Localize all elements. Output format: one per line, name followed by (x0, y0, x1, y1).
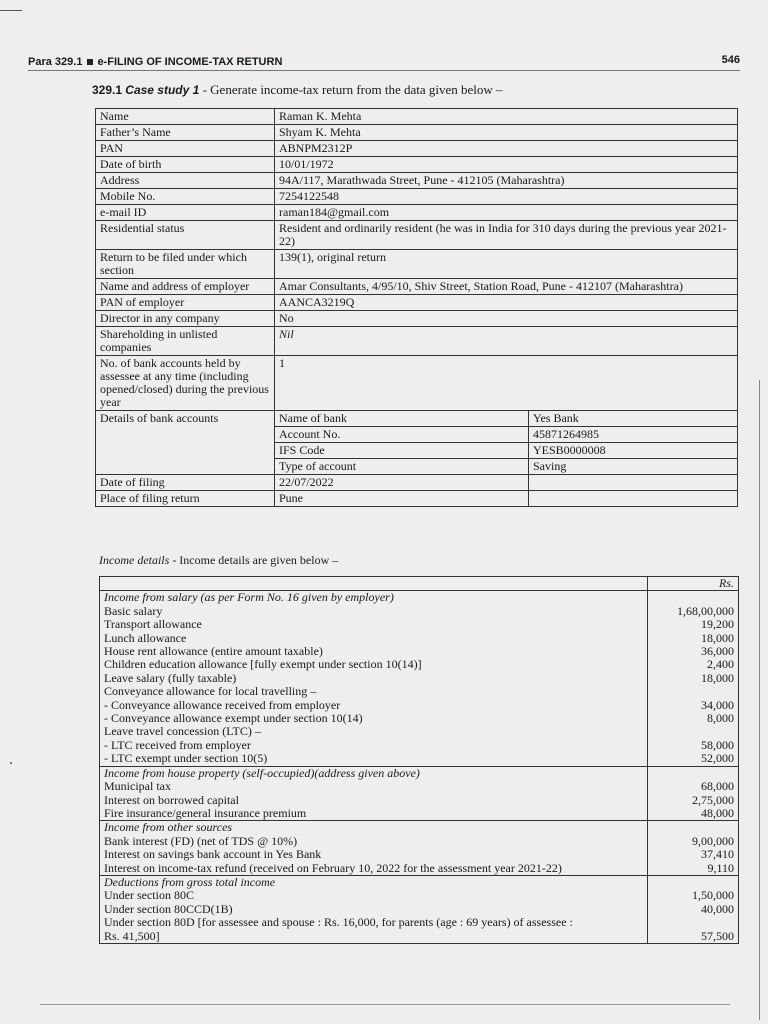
income-item-amount (652, 591, 734, 604)
income-item-label: - LTC received from employer (104, 737, 251, 752)
bank-field-label: Name of bank (275, 411, 529, 427)
income-section-heading: Income from house property (self-occupied)(address given above) (104, 765, 420, 780)
income-item-amount: 2,75,000 (692, 792, 734, 807)
blank-header-cell (100, 577, 648, 591)
bottom-rule (40, 1004, 730, 1005)
detail-key: e-mail ID (96, 205, 275, 221)
detail-row (96, 141, 738, 157)
income-section-amounts (648, 591, 739, 766)
income-item-label: - Conveyance allowance exempt under section 10(14) (104, 711, 363, 726)
filing-row (96, 491, 738, 507)
currency-header-row (100, 577, 739, 591)
income-item-label: Conveyance allowance for local travelling – (104, 684, 317, 699)
bank-row (275, 427, 737, 443)
income-item-amount: 18,000 (701, 630, 734, 645)
detail-key: Father’s Name (96, 125, 275, 141)
header-left (28, 56, 282, 68)
margin-mark (0, 10, 22, 11)
filing-row (96, 475, 738, 491)
detail-row (96, 327, 738, 356)
income-item-label: Under section 80C (104, 888, 194, 903)
income-section-desc (100, 591, 648, 766)
bank-row (275, 411, 737, 427)
income-item-amount: 68,000 (701, 779, 734, 794)
bank-details-key: Details of bank accounts (96, 411, 275, 475)
filing-inner (275, 475, 737, 490)
detail-key: Return to be filed under which section (96, 250, 275, 279)
income-section-desc (100, 766, 648, 821)
detail-row (96, 189, 738, 205)
income-item-amount (652, 876, 734, 889)
bank-field-value: Yes Bank (529, 411, 738, 427)
detail-row (96, 125, 738, 141)
filing-value: Pune (275, 491, 529, 506)
income-section-desc (100, 875, 648, 943)
detail-value: 94A/117, Marathwada Street, Pune - 412105 (Maharashtra) (275, 173, 738, 189)
income-section-row (100, 875, 739, 943)
income-item-amount (652, 916, 734, 929)
income-item-label: Under section 80CCD(1B) (104, 901, 233, 916)
income-item-amount: 9,00,000 (692, 833, 734, 848)
income-item-amount: 8,000 (707, 711, 734, 726)
income-item-label: Rs. 41,500] (104, 928, 160, 943)
income-section-heading: Deductions from gross total income (104, 874, 276, 889)
detail-key: Shareholding in unlisted companies (96, 327, 275, 356)
filing-cell (275, 475, 738, 491)
detail-key: Residential status (96, 221, 275, 250)
case-label: Case study 1 (125, 83, 200, 97)
detail-row (96, 173, 738, 189)
income-item-label: Leave salary (fully taxable) (104, 670, 237, 685)
income-item-label: Under section 80D [for assessee and spouse : Rs. 16,000, for parents (age : 69 years) of assessee : (104, 915, 573, 930)
filing-cell (275, 491, 738, 507)
income-item-amount: 57,500 (701, 928, 734, 943)
scan-speck (10, 762, 12, 764)
detail-value: Raman K. Mehta (275, 109, 738, 125)
detail-row (96, 157, 738, 173)
income-item-amount: 19,200 (701, 617, 734, 632)
detail-row (96, 221, 738, 250)
income-section-amounts (648, 821, 739, 876)
income-item-amount: 37,410 (701, 847, 734, 862)
detail-row (96, 279, 738, 295)
income-details-table (99, 576, 739, 944)
square-bullet-icon (87, 59, 93, 65)
income-item-amount: 1,68,00,000 (677, 603, 734, 618)
income-item-amount (652, 767, 734, 780)
detail-value: ABNPM2312P (275, 141, 738, 157)
detail-value: 1 (275, 356, 738, 411)
filing-key: Place of filing return (96, 491, 275, 507)
income-caption-label: Income details (99, 553, 170, 567)
income-item-label: Leave travel concession (LTC) – (104, 724, 261, 739)
income-item-amount (652, 821, 734, 834)
bank-field-label: Type of account (275, 459, 529, 475)
bank-field-label: Account No. (275, 427, 529, 443)
income-item-label: House rent allowance (entire amount taxable) (104, 644, 323, 659)
income-item-label: Municipal tax (104, 779, 171, 794)
bank-details-table (275, 411, 737, 474)
income-caption-text: - Income details are given below – (169, 553, 339, 567)
detail-key: Mobile No. (96, 189, 275, 205)
detail-row (96, 356, 738, 411)
detail-value: No (275, 311, 738, 327)
page-number: 546 (721, 54, 740, 66)
bank-field-value: YESB0000008 (529, 443, 738, 459)
income-item-label: Interest on income-tax refund (received on February 10, 2022 for the assessment year 2021-22) (104, 860, 562, 875)
detail-key: Date of birth (96, 157, 275, 173)
detail-value: 7254122548 (275, 189, 738, 205)
detail-value: raman184@gmail.com (275, 205, 738, 221)
filing-key: Date of filing (96, 475, 275, 491)
income-item-amount: 40,000 (701, 901, 734, 916)
page-edge (759, 380, 768, 1020)
filing-value: 22/07/2022 (275, 475, 529, 490)
detail-value: 10/01/1972 (275, 157, 738, 173)
income-item-amount: 36,000 (701, 644, 734, 659)
case-number: 329.1 (92, 83, 123, 97)
running-header (28, 50, 740, 70)
case-study-title (92, 82, 503, 98)
taxpayer-details-table (95, 108, 738, 507)
detail-row (96, 250, 738, 279)
detail-key: Address (96, 173, 275, 189)
bank-details-row (96, 411, 738, 475)
case-text: - Generate income-tax return from the data given below – (199, 82, 503, 97)
income-item-amount: 1,50,000 (692, 888, 734, 903)
detail-row (96, 205, 738, 221)
header-rule (28, 70, 740, 71)
filing-inner-row (275, 475, 737, 490)
income-caption (99, 553, 338, 568)
income-item-amount: 34,000 (701, 697, 734, 712)
detail-key: Name and address of employer (96, 279, 275, 295)
income-item-amount (652, 725, 734, 738)
income-item-amount: 9,110 (707, 860, 734, 875)
filing-inner (275, 491, 737, 506)
detail-key: Name (96, 109, 275, 125)
detail-value: Resident and ordinarily resident (he was in India for 310 days during the previous year 2021-22) (275, 221, 738, 250)
income-section-desc (100, 821, 648, 876)
income-item-label: - Conveyance allowance received from employer (104, 697, 341, 712)
income-section-amounts (648, 766, 739, 821)
income-item-amount: 58,000 (701, 737, 734, 752)
detail-key: No. of bank accounts held by assessee at any time (including opened/closed) during the previous year (96, 356, 275, 411)
detail-key: PAN of employer (96, 295, 275, 311)
income-item-amount: 52,000 (701, 751, 734, 766)
income-item-amount: 18,000 (701, 670, 734, 685)
income-section-row (100, 591, 739, 766)
income-item-label: Lunch allowance (104, 630, 187, 645)
income-item-label: - LTC exempt under section 10(5) (104, 751, 268, 766)
para-number: Para 329.1 (28, 56, 83, 68)
income-item-amount: 48,000 (701, 805, 734, 820)
bank-field-label: IFS Code (275, 443, 529, 459)
header-title: e-FILING OF INCOME-TAX RETURN (97, 56, 283, 68)
income-item-label: Basic salary (104, 603, 163, 618)
income-item-label: Bank interest (FD) (net of TDS @ 10%) (104, 833, 298, 848)
income-item-amount (652, 685, 734, 698)
bank-field-value: Saving (529, 459, 738, 475)
income-section-row (100, 821, 739, 876)
income-section-heading: Income from salary (as per Form No. 16 given by employer) (104, 590, 394, 605)
income-section-amounts (648, 875, 739, 943)
income-item-label: Interest on borrowed capital (104, 792, 239, 807)
detail-value: Nil (275, 327, 738, 356)
bank-row (275, 459, 737, 475)
detail-row (96, 311, 738, 327)
detail-value: AANCA3219Q (275, 295, 738, 311)
bank-details-cell (275, 411, 738, 475)
detail-value: 139(1), original return (275, 250, 738, 279)
detail-key: PAN (96, 141, 275, 157)
income-section-row (100, 766, 739, 821)
detail-row (96, 295, 738, 311)
filing-blank (529, 475, 738, 490)
currency-header: Rs. (648, 577, 739, 591)
filing-blank (529, 491, 738, 506)
filing-inner-row (275, 491, 737, 506)
income-item-label: Children education allowance [fully exempt under section 10(14)] (104, 657, 422, 672)
bank-row (275, 443, 737, 459)
income-item-label: Transport allowance (104, 617, 202, 632)
income-item-label: Interest on savings bank account in Yes Bank (104, 847, 322, 862)
detail-value: Amar Consultants, 4/95/10, Shiv Street, Station Road, Pune - 412107 (Maharashtra) (275, 279, 738, 295)
bank-field-value: 45871264985 (529, 427, 738, 443)
detail-row (96, 109, 738, 125)
income-section-heading: Income from other sources (104, 820, 233, 835)
income-item-label: Fire insurance/general insurance premium (104, 805, 307, 820)
detail-key: Director in any company (96, 311, 275, 327)
detail-value: Shyam K. Mehta (275, 125, 738, 141)
income-item-amount: 2,400 (707, 657, 734, 672)
